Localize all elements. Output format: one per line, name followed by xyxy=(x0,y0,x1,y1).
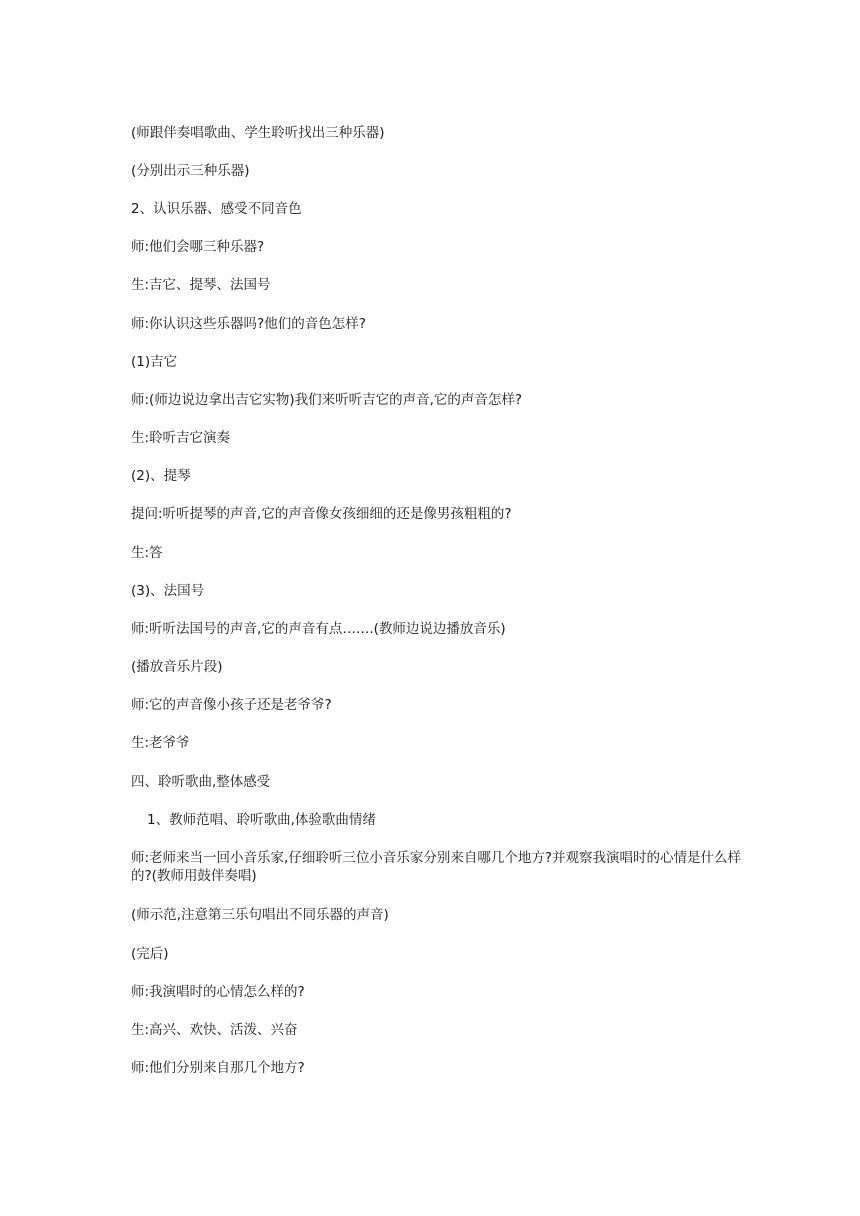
paragraph: (分别出示三种乐器) xyxy=(131,163,250,179)
paragraph: 师:老师来当一回小音乐家,仔细聆听三位小音乐家分别来自哪几个地方?并观察我演唱时的心情是什么样的?(教师用鼓伴奏唱) xyxy=(131,850,742,884)
paragraph: (完后) xyxy=(131,946,169,962)
paragraph: (师跟伴奏唱歌曲、学生聆听找出三种乐器) xyxy=(131,125,385,141)
paragraph: (播放音乐片段) xyxy=(131,659,223,675)
paragraph: 师:它的声音像小孩子还是老爷爷? xyxy=(131,697,332,713)
paragraph: 1、教师范唱、聆听歌曲,体验歌曲情绪 xyxy=(147,812,376,828)
paragraph: 生:吉它、提琴、法国号 xyxy=(131,277,271,293)
paragraph: (3)、法国号 xyxy=(131,583,205,599)
paragraph: 生:老爷爷 xyxy=(131,735,190,751)
paragraph: 2、认识乐器、感受不同音色 xyxy=(131,201,302,217)
paragraph: 师:他们分别来自那几个地方? xyxy=(131,1060,305,1076)
paragraph: 生:聆听吉它演奏 xyxy=(131,430,231,446)
paragraph: (1)吉它 xyxy=(131,354,178,370)
section-heading: 四、聆听歌曲,整体感受 xyxy=(131,774,271,790)
paragraph: 提问:听听提琴的声音,它的声音像女孩细细的还是像男孩粗粗的? xyxy=(131,506,512,522)
paragraph: 师:(师边说边拿出吉它实物)我们来听听吉它的声音,它的声音怎样? xyxy=(131,392,523,408)
paragraph: 师:我演唱时的心情怎么样的? xyxy=(131,984,305,1000)
paragraph: 生:答 xyxy=(131,545,163,561)
paragraph: 生:高兴、欢快、活泼、兴奋 xyxy=(131,1022,298,1038)
paragraph: (2)、提琴 xyxy=(131,468,191,484)
paragraph: 师:你认识这些乐器吗?他们的音色怎样? xyxy=(131,316,366,332)
paragraph: 师:听听法国号的声音,它的声音有点…….(教师边说边播放音乐) xyxy=(131,621,506,637)
paragraph: 师:他们会哪三种乐器? xyxy=(131,239,265,255)
paragraph: (师示范,注意第三乐句唱出不同乐器的声音) xyxy=(131,907,389,923)
